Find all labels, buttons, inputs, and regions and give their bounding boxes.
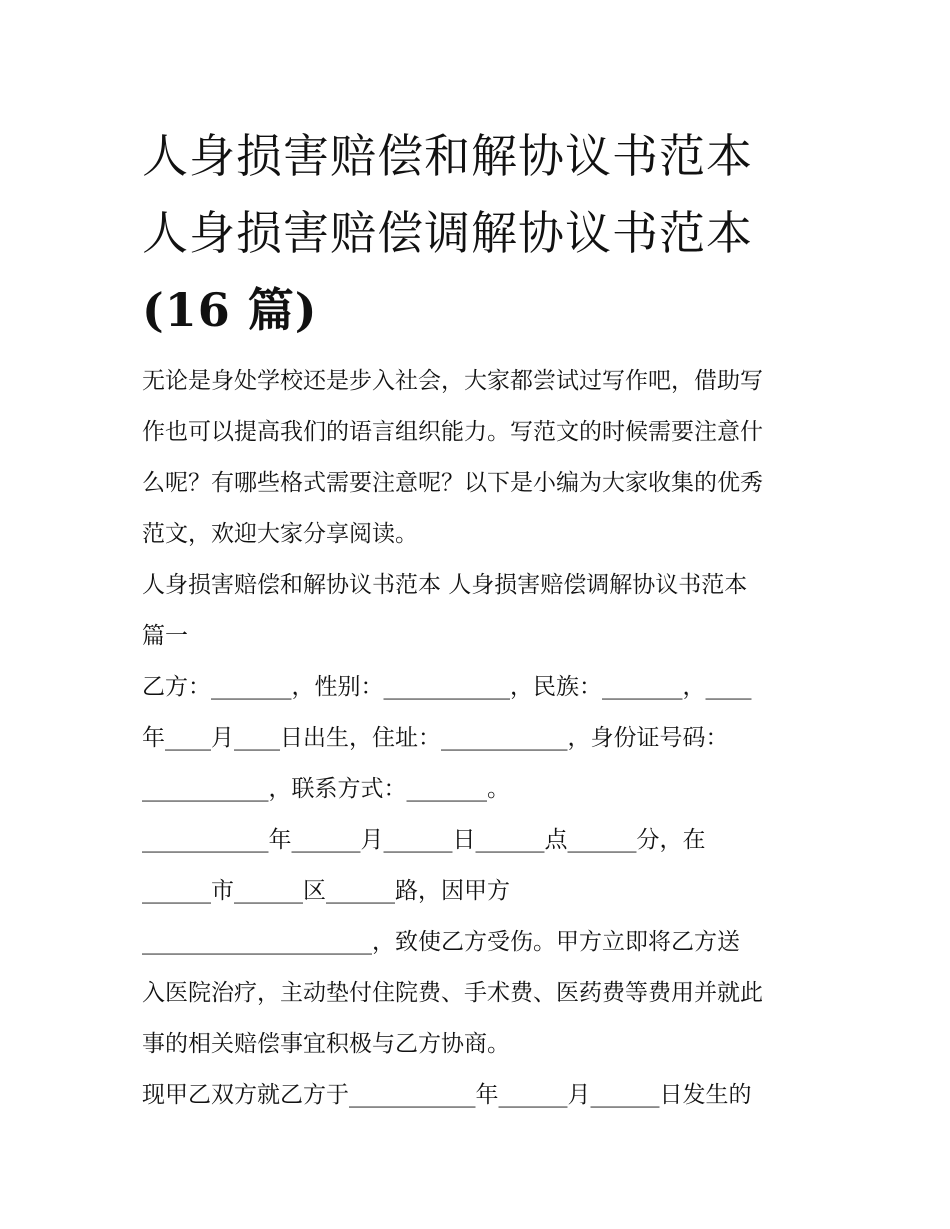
section-heading-line: 篇一 bbox=[142, 623, 188, 649]
incident-line: 事的相关赔偿事宜积极与乙方协商。 bbox=[142, 1031, 510, 1057]
title-line: 人身损害赔偿调解协议书范本 bbox=[142, 206, 753, 260]
section-heading-line: 人身损害赔偿和解协议书范本 人身损害赔偿调解协议书范本 bbox=[142, 572, 748, 598]
title-line-count: (16 篇) bbox=[142, 283, 318, 337]
incident-line: 入医院治疗，主动垫付住院费、手术费、医药费等费用并就此 bbox=[142, 980, 763, 1006]
document-title bbox=[142, 118, 842, 349]
intro-line: 么呢？有哪些格式需要注意呢？以下是小编为大家收集的优秀 bbox=[142, 470, 763, 496]
intro-paragraph bbox=[142, 356, 817, 560]
title-line: 人身损害赔偿和解协议书范本 bbox=[142, 129, 753, 183]
agreement-line: 现甲乙双方就乙方于___________年______月______日发生的 bbox=[142, 1082, 752, 1108]
intro-line: 作也可以提高我们的语言组织能力。写范文的时候需要注意什 bbox=[142, 419, 763, 445]
intro-line: 无论是身处学校还是步入社会，大家都尝试过写作吧，借助写 bbox=[142, 368, 763, 394]
section-heading bbox=[142, 560, 817, 662]
incident-line: ____________________，致使乙方受伤。甲方立即将乙方送 bbox=[142, 929, 740, 955]
incident-paragraph bbox=[142, 815, 817, 1070]
incident-line: ______市______区______路，因甲方 bbox=[142, 878, 510, 904]
document-body bbox=[142, 356, 817, 1121]
incident-line: ___________年______月______日______点______分，在 bbox=[142, 827, 706, 853]
agreement-paragraph bbox=[142, 1070, 817, 1121]
party-b-paragraph bbox=[142, 662, 817, 815]
intro-line: 范文，欢迎大家分享阅读。 bbox=[142, 521, 418, 547]
party-b-line: 年____月____日出生，住址：___________，身份证号码： bbox=[142, 725, 729, 751]
party-b-line: 乙方：_______，性别：___________，民族：_______，____ bbox=[142, 674, 752, 700]
party-b-line: ___________，联系方式：_______。 bbox=[142, 776, 510, 802]
